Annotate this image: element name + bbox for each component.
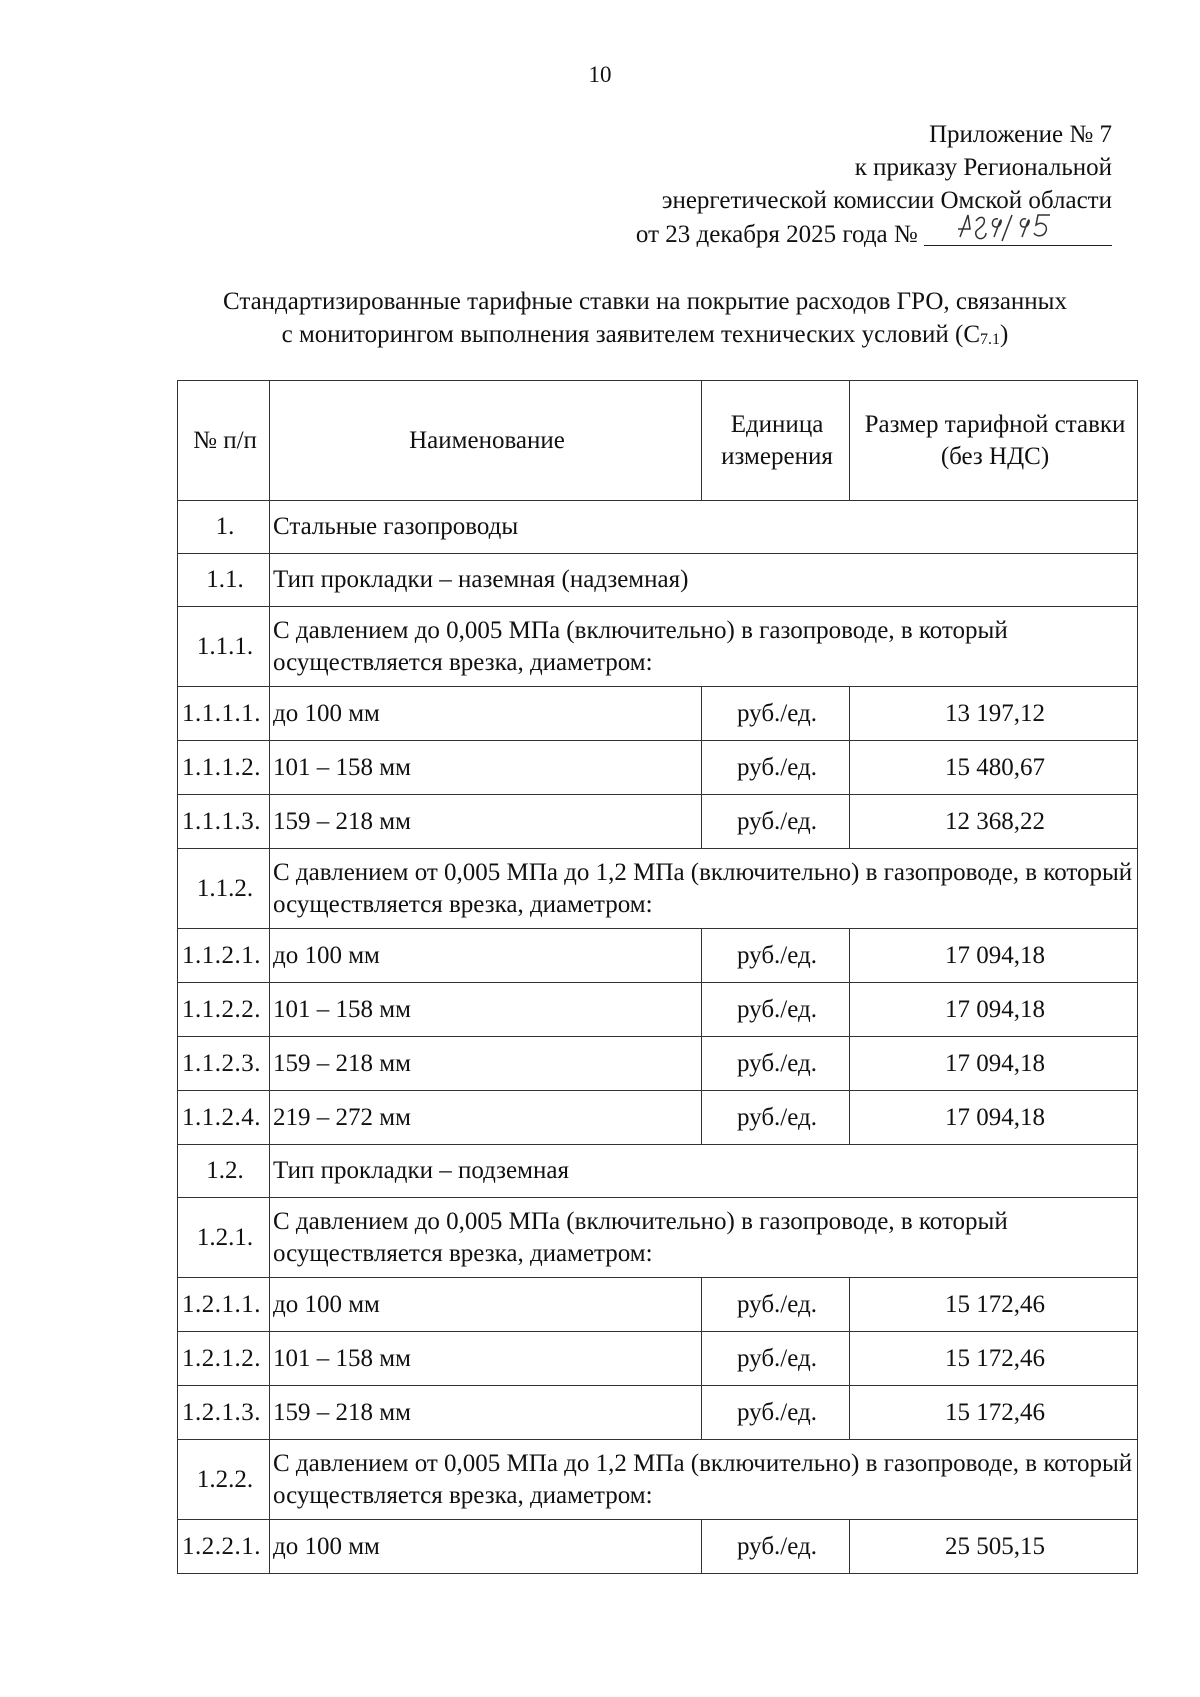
row-rate: 17 094,18 <box>850 983 1138 1037</box>
row-unit: руб./ед. <box>702 795 850 849</box>
table-row <box>178 1037 1138 1091</box>
table-row <box>178 1091 1138 1145</box>
row-name: С давлением до 0,005 МПа (включительно) в газопроводе, в который осуществляется врезка, диаметром: <box>270 1198 1138 1278</box>
row-number: 1.2.1.1. <box>178 1278 270 1332</box>
row-number: 1.2.1. <box>178 1198 270 1278</box>
table-row <box>178 795 1138 849</box>
row-name: до 100 мм <box>270 1520 702 1574</box>
appendix-line-2: к приказу Региональной <box>854 154 1112 181</box>
row-name: 101 – 158 мм <box>270 741 702 795</box>
tariff-table <box>177 380 1138 1574</box>
row-name: Стальные газопроводы <box>270 501 1138 554</box>
row-name: 101 – 158 мм <box>270 983 702 1037</box>
row-number: 1.2.1.3. <box>178 1386 270 1440</box>
header-num: № п/п <box>178 381 270 501</box>
appendix-line-3: энергетической комиссии Омской области <box>661 187 1112 214</box>
document-title-line-1: Стандартизированные тарифные ставки на покрытие расходов ГРО, связанных <box>223 288 1067 315</box>
row-name: 159 – 218 мм <box>270 795 702 849</box>
row-number: 1.2.2.1. <box>178 1520 270 1574</box>
table-row <box>178 929 1138 983</box>
table-row <box>178 1332 1138 1386</box>
row-number: 1.1.2.4. <box>178 1091 270 1145</box>
table-row <box>178 501 1138 554</box>
handwritten-order-number <box>954 207 1064 247</box>
header-rate: Размер тарифной ставки (без НДС) <box>850 381 1138 501</box>
row-name: 159 – 218 мм <box>270 1037 702 1091</box>
row-number: 1.1.1.2. <box>178 741 270 795</box>
row-rate: 25 505,15 <box>850 1520 1138 1574</box>
row-unit: руб./ед. <box>702 687 850 741</box>
document-title-subscript: 7.1 <box>980 331 1001 348</box>
row-number: 1.1.2.1. <box>178 929 270 983</box>
row-name: 101 – 158 мм <box>270 1332 702 1386</box>
table-row <box>178 741 1138 795</box>
row-rate: 15 172,46 <box>850 1332 1138 1386</box>
document-title <box>150 285 1140 356</box>
row-unit: руб./ед. <box>702 741 850 795</box>
row-number: 1.2. <box>178 1145 270 1198</box>
table-row <box>178 1386 1138 1440</box>
row-number: 1.2.1.2. <box>178 1332 270 1386</box>
table-row <box>178 1520 1138 1574</box>
row-name: С давлением от 0,005 МПа до 1,2 МПа (включительно) в газопроводе, в который осуществляется врезка, диаметром: <box>270 1440 1138 1520</box>
row-unit: руб./ед. <box>702 1037 850 1091</box>
table-row <box>178 554 1138 607</box>
row-name: 159 – 218 мм <box>270 1386 702 1440</box>
table-row <box>178 1440 1138 1520</box>
row-rate: 12 368,22 <box>850 795 1138 849</box>
row-rate: 15 172,46 <box>850 1386 1138 1440</box>
document-title-line-2-text: с мониторингом выполнения заявителем технических условий (С <box>281 321 981 348</box>
row-unit: руб./ед. <box>702 1520 850 1574</box>
table-row <box>178 687 1138 741</box>
table-row <box>178 983 1138 1037</box>
row-rate: 15 480,67 <box>850 741 1138 795</box>
row-number: 1.1.2.2. <box>178 983 270 1037</box>
row-rate: 17 094,18 <box>850 1091 1138 1145</box>
appendix-line-1: Приложение № 7 <box>928 121 1112 148</box>
table-row <box>178 1145 1138 1198</box>
row-rate: 15 172,46 <box>850 1278 1138 1332</box>
row-number: 1.2.2. <box>178 1440 270 1520</box>
row-number: 1. <box>178 501 270 554</box>
row-rate: 13 197,12 <box>850 687 1138 741</box>
row-name: 219 – 272 мм <box>270 1091 702 1145</box>
table-row <box>178 1278 1138 1332</box>
appendix-line-4 <box>636 217 1112 251</box>
row-unit: руб./ед. <box>702 983 850 1037</box>
document-title-line-2-end: ) <box>1000 321 1009 348</box>
document-title-line-2 <box>150 318 1140 356</box>
row-number: 1.1.2.3. <box>178 1037 270 1091</box>
row-unit: руб./ед. <box>702 1332 850 1386</box>
row-number: 1.1.1.1. <box>178 687 270 741</box>
table-row <box>178 1198 1138 1278</box>
table-row <box>178 849 1138 929</box>
row-number: 1.1. <box>178 554 270 607</box>
table-header-row <box>178 381 1138 501</box>
row-name: С давлением от 0,005 МПа до 1,2 МПа (включительно) в газопроводе, в который осуществляется врезка, диаметром: <box>270 849 1138 929</box>
header-name: Наименование <box>270 381 702 501</box>
page-number: 10 <box>588 62 612 87</box>
table-body <box>178 501 1138 1574</box>
row-unit: руб./ед. <box>702 1091 850 1145</box>
row-name: до 100 мм <box>270 687 702 741</box>
row-name: С давлением до 0,005 МПа (включительно) в газопроводе, в который осуществляется врезка, диаметром: <box>270 607 1138 687</box>
row-unit: руб./ед. <box>702 1278 850 1332</box>
row-name: до 100 мм <box>270 1278 702 1332</box>
appendix-block <box>636 118 1112 251</box>
order-date-prefix: от 23 декабря 2025 года № <box>635 221 918 248</box>
row-unit: руб./ед. <box>702 929 850 983</box>
row-rate: 17 094,18 <box>850 1037 1138 1091</box>
header-unit: Единица измерения <box>702 381 850 501</box>
row-name: Тип прокладки – подземная <box>270 1145 1138 1198</box>
row-name: Тип прокладки – наземная (надземная) <box>270 554 1138 607</box>
row-rate: 17 094,18 <box>850 929 1138 983</box>
table-row <box>178 607 1138 687</box>
row-unit: руб./ед. <box>702 1386 850 1440</box>
row-number: 1.1.2. <box>178 849 270 929</box>
row-number: 1.1.1. <box>178 607 270 687</box>
order-number-field <box>924 217 1112 246</box>
row-number: 1.1.1.3. <box>178 795 270 849</box>
row-name: до 100 мм <box>270 929 702 983</box>
